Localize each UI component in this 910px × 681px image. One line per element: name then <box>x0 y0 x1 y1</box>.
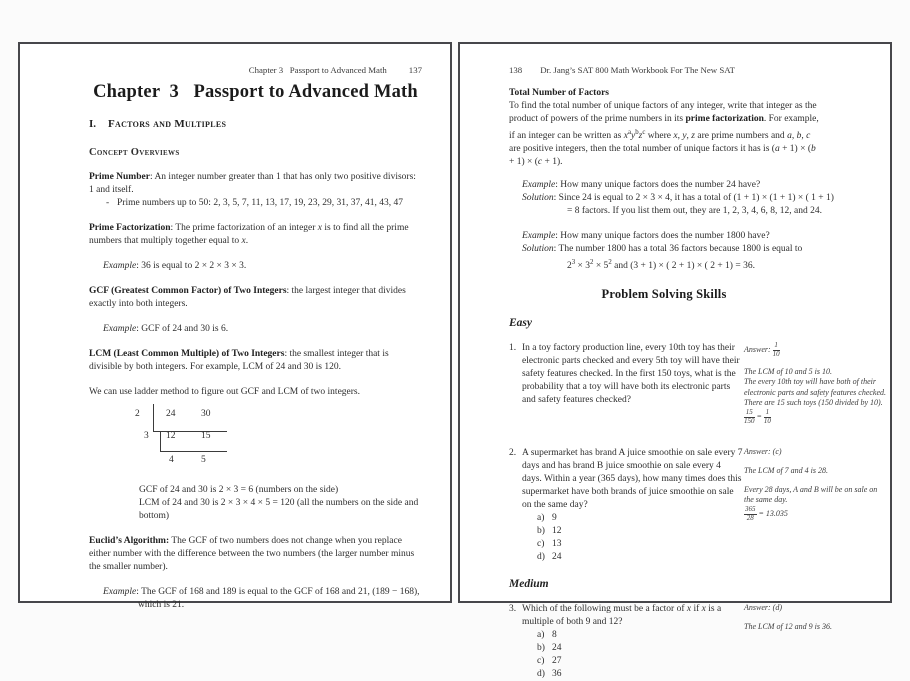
option-d <box>537 551 743 564</box>
example-euclid-line2: which is 21. <box>138 600 185 610</box>
section-heading <box>89 118 422 131</box>
ladder-row2-value-a: 12 <box>166 431 176 441</box>
paragraph-prime-number: Prime Number: An integer number greater than 1 that has only two positive divisors: 1 and itself. <box>89 172 416 195</box>
example-euclid-line1: Example: The GCF of 168 and 189 is equal to the GCF of 168 and 21, (189 − 168), <box>103 587 420 597</box>
ladder-gcf-note: GCF of 24 and 30 is 2 × 3 = 6 (numbers on the side) <box>139 485 339 495</box>
option-a-value: 9 <box>552 513 557 524</box>
answer-1-label: Answer: $\frac{1}{10}$ <box>744 341 780 358</box>
option-b-value: 12 <box>552 526 562 537</box>
option-b-label: b) <box>537 643 545 654</box>
question-3-text: Which of the following must be a factor of x if x is a multiple of both 9 and 12? <box>522 604 722 628</box>
option-d-value: 24 <box>552 552 562 563</box>
left-running-head <box>89 64 422 77</box>
answer-3-explanation-line: The LCM of 12 and 9 is 36. <box>744 622 833 632</box>
answer-1-explanation-line: There are 15 such toys (150 divided by 10). <box>744 398 883 408</box>
paragraph-total-factors: To find the total number of unique factors of any integer, write that integer as the product of powers of the prime numbers in its prime factorization. For example, if an integer can be written as $x^ay^bz^c$ where x, y, z are prime numbers and a, b, c are positive integers, then the total number of unique factors it has is (a + 1) × (b + 1) × (c + 1). <box>509 101 819 168</box>
answer-1-explanation-line: The LCM of 10 and 5 is 10. <box>744 366 833 376</box>
solution-24-line1: Solution: Since 24 is equal to 2 × 3 × 4, it has a total of (1 + 1) × (1 + 1) × ( 1 + 1) <box>522 193 834 204</box>
answer-margin-3 <box>744 603 887 632</box>
option-d-label: d) <box>537 669 545 680</box>
example-1800: Example: How many unique factors does the number 1800 have? <box>522 231 770 242</box>
page-number: 138 <box>509 65 523 75</box>
running-head-title: Dr. Jang’s SAT 800 Math Workbook For The New SAT <box>540 65 735 75</box>
solution-1800-line2: $2^3 \times 3^2 \times 5^2$ and (3 + 1) × ( 2 + 1) × ( 2 + 1) = 36. <box>567 259 755 272</box>
answer-margin-2 <box>744 447 887 522</box>
paragraph-euclid-algorithm: Euclid’s Algorithm: The GCF of two numbers does not change when you replace either number with the difference between the two numbers (the larger number minus the smaller number). <box>89 536 415 572</box>
answer-margin-1 <box>744 342 887 425</box>
section-numeral: I. <box>89 118 97 130</box>
ladder-row1-value-b: 30 <box>201 409 211 419</box>
answer-2-explanation-line: Every 28 days, A and B will be on sale on the same day. <box>744 484 878 505</box>
example-24: Example: How many unique factors does the number 24 have? <box>522 180 761 191</box>
problem-1 <box>509 342 887 425</box>
ladder-vertical-line-1 <box>153 404 154 431</box>
fraction: $\frac{365}{28}$ <box>745 504 756 522</box>
question-3 <box>509 603 743 681</box>
option-c-value: 13 <box>552 539 562 550</box>
example-gcf: Example: GCF of 24 and 30 is 6. <box>103 324 229 334</box>
fraction: $\frac{1}{10}$ <box>772 341 780 358</box>
total-factors-heading: Total Number of Factors <box>509 88 610 98</box>
option-d <box>537 668 743 681</box>
option-a <box>537 629 743 642</box>
answer-1-explanation-fraction: $\frac{15}{150}$ = $\frac{1}{10}$ <box>744 408 771 425</box>
question-1 <box>509 342 743 407</box>
problem-2 <box>509 447 887 564</box>
difficulty-medium-heading: Medium <box>509 578 549 591</box>
ladder-divisor-1: 2 <box>135 409 140 419</box>
question-2-options <box>537 512 743 564</box>
question-2-number: 2. <box>509 448 517 459</box>
example-36: Example: 36 is equal to 2 × 2 × 3 × 3. <box>103 261 247 271</box>
option-a-value: 8 <box>552 630 557 641</box>
option-a-label: a) <box>537 513 545 524</box>
solution-1800-line1: Solution: The number 1800 has a total 36 factors because 1800 is equal to <box>522 244 803 255</box>
ladder-row2-value-b: 15 <box>201 431 211 441</box>
option-b-value: 24 <box>552 643 562 654</box>
fraction: $\frac{1}{10}$ <box>763 408 771 425</box>
concept-overviews-heading: Concept Overviews <box>89 147 180 158</box>
option-c <box>537 655 743 668</box>
option-b <box>537 525 743 538</box>
paragraph-prime-factorization: Prime Factorization: The prime factorization of an integer x is to find all the prime numbers that multiply together equal to x. <box>89 223 409 246</box>
ladder-horizontal-line-2 <box>160 451 227 452</box>
section-title: Factors and Multiples <box>108 118 227 130</box>
right-running-head <box>509 64 887 77</box>
question-1-number: 1. <box>509 343 517 354</box>
option-c-label: c) <box>537 656 545 667</box>
ladder-bottom-value-a: 4 <box>169 455 174 465</box>
answer-1-explanation-line: The every 10th toy will have both of their electronic parts and safety features checked. <box>744 377 887 397</box>
question-2-text: A supermarket has brand A juice smoothie on sale every 7 days and has brand B juice smoothie on sale every 4 days. Within a year (365 days), how many times does this supermarket have both brands of juice smoothie on sale on the same day? <box>522 448 743 511</box>
bullet-dash: - <box>106 198 110 208</box>
option-c <box>537 538 743 551</box>
running-head-title: Chapter 3 Passport to Advanced Math <box>248 65 387 75</box>
question-2 <box>509 447 743 564</box>
option-c-label: c) <box>537 539 545 550</box>
answer-2-explanation-line: The LCM of 7 and 4 is 28. <box>744 466 829 476</box>
fraction: $\frac{15}{150}$ <box>744 408 755 425</box>
option-c-value: 27 <box>552 656 562 667</box>
answer-2-label: Answer: (c) <box>744 447 782 457</box>
left-page <box>18 42 452 610</box>
ladder-vertical-line-2 <box>160 431 161 451</box>
chapter-title: Chapter 3 Passport to Advanced Math <box>93 82 418 102</box>
problem-3 <box>509 603 887 681</box>
option-b-label: b) <box>537 526 545 537</box>
option-b <box>537 642 743 655</box>
option-d-value: 36 <box>552 669 562 680</box>
answer-3-label: Answer: (d) <box>744 603 782 613</box>
paragraph-lcm-definition: LCM (Least Common Multiple) of Two Integers: the smallest integer that is divisible by both integers. For example, LCM of 24 and 30 is 120. <box>89 349 389 372</box>
question-1-text: In a toy factory production line, every 10th toy has their electronic parts checked and every 5th toy will have their safety features checked. In the first 150 toys, what is the probability that a toy will have both its electronic parts and safety features checked? <box>522 343 740 406</box>
prime-numbers-bullet <box>89 197 422 210</box>
bullet-text: Prime numbers up to 50: 2, 3, 5, 7, 11, 13, 17, 19, 23, 29, 31, 37, 41, 43, 47 <box>117 198 403 208</box>
answer-2-explanation-fraction: $\frac{365}{28}$ = 13.035 <box>745 504 788 522</box>
page-number: 137 <box>408 65 422 75</box>
ladder-method-diagram <box>133 404 283 471</box>
question-3-number: 3. <box>509 604 517 615</box>
problem-solving-skills-heading: Problem Solving Skills <box>601 287 727 302</box>
difficulty-easy-heading: Easy <box>509 317 532 330</box>
ladder-divisor-2: 3 <box>144 431 149 441</box>
question-3-options <box>537 629 743 681</box>
paragraph-ladder-intro: We can use ladder method to figure out GCF and LCM of two integers. <box>89 387 360 397</box>
solution-24-line2: = 8 factors. If you list them out, they are 1, 2, 3, 4, 6, 8, 12, and 24. <box>567 206 822 217</box>
option-d-label: d) <box>537 552 545 563</box>
ladder-horizontal-line-1 <box>153 431 227 432</box>
ladder-bottom-value-b: 5 <box>201 455 206 465</box>
right-page <box>458 42 892 680</box>
paragraph-gcf-definition: GCF (Greatest Common Factor) of Two Integers: the largest integer that divides exactly into both integers. <box>89 286 406 309</box>
ladder-lcm-note: LCM of 24 and 30 is 2 × 3 × 4 × 5 = 120 (all the numbers on the side and bottom) <box>139 498 419 521</box>
option-a <box>537 512 743 525</box>
ladder-row1-value-a: 24 <box>166 409 176 419</box>
option-a-label: a) <box>537 630 545 641</box>
